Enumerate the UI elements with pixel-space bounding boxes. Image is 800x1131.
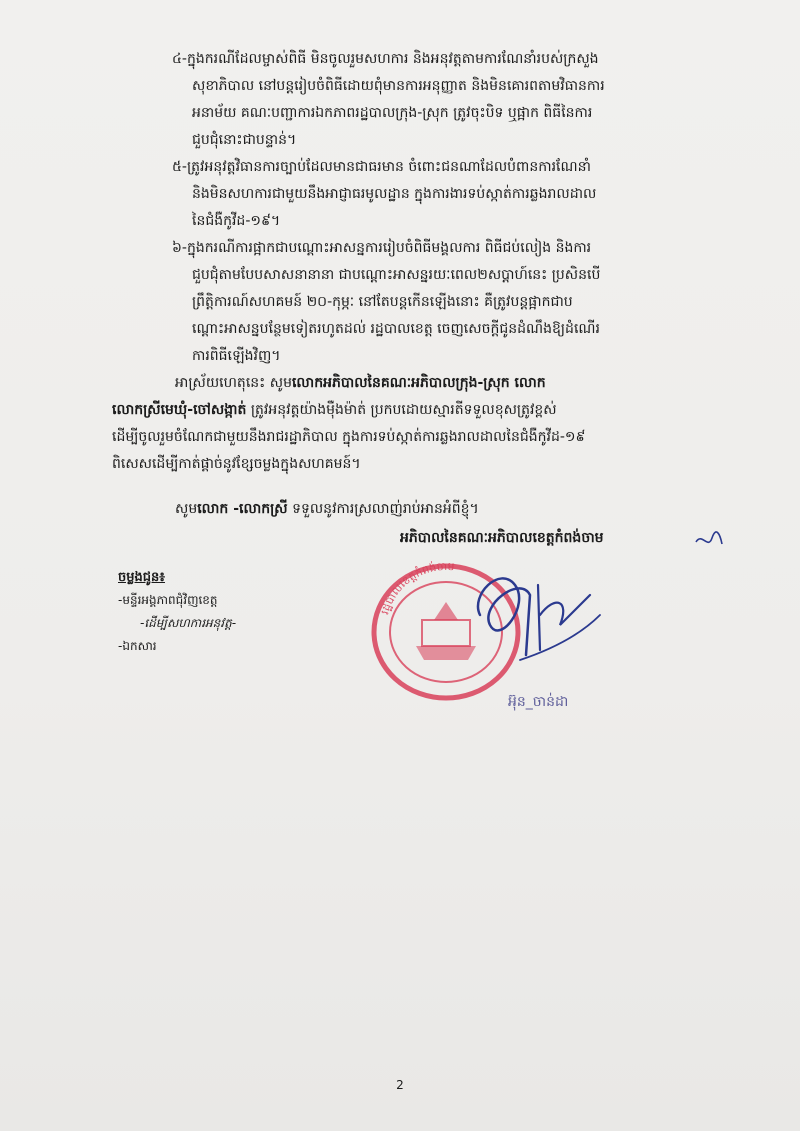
cc-block (118, 566, 236, 658)
item-5-line-2: និងមិនសហការជាមួយនឹងអាជ្ញាធរមូលដ្ឋាន ក្នុងការងារទប់ស្កាត់ការឆ្លងរាលដាល (192, 186, 597, 202)
signer-title: អភិបាលនៃគណៈអភិបាលខេត្តកំពង់ចាម (400, 530, 604, 546)
body-line-4: ពិសេសដើម្បីកាត់ផ្តាច់នូវខ្សែចម្លងក្នុងសហគមន៍។ (112, 456, 361, 472)
closing-bold: លោក -លោកស្រី (197, 501, 288, 517)
cc-item-1: -មន្ទីរអង្គភាពជុំវិញខេត្ត (118, 593, 218, 607)
item-6 (172, 235, 712, 370)
cc-heading: ចម្លងជូន៖ (118, 570, 165, 585)
item-6-line-2: ជួបជុំតាមបែបសាសនានានា ជាបណ្តោះអាសន្នរយៈពេល២សប្តាហ៍នេះ ប្រសិនបើ (192, 267, 601, 283)
body-line-2 (112, 397, 712, 424)
page-number: 2 (396, 1078, 404, 1092)
item-4-line-2: សុខាភិបាល នៅបន្តរៀបចំពិធីដោយពុំមានការអនុញ្ញាត និងមិនគោរពតាមវិធានការ (192, 78, 605, 94)
item-4 (172, 46, 712, 154)
body-line-1-start: អាស្រ័យហេតុនេះ សូម (175, 375, 292, 391)
item-4-line-3: អនាម័យ គណៈបញ្ជាការឯកភាពរដ្ឋបាលក្រុង-ស្រុក ត្រូវចុះបិទ ឬផ្អាក ពិធីនៃការ (192, 105, 593, 121)
item-4-line-1: ៤-ក្នុងករណីដែលម្ចាស់ពិធី មិនចូលរួមសហការ និងអនុវត្តតាមការណែនាំរបស់ក្រសួង (172, 51, 599, 67)
body-line-2-rest: ត្រូវអនុវត្តយ៉ាងម៉ឺងម៉ាត់ ប្រកបដោយស្មារតីទទួលខុសត្រូវខ្ពស់ (246, 402, 557, 418)
item-6-line-1: ៦-ក្នុងករណីការផ្អាកជាបណ្តោះអាសន្នការរៀបចំពិធីមង្គលការ ពិធីជប់លៀង និងការ (172, 240, 592, 256)
body-line-2-bold: លោកស្រីមេឃុំ-ចៅសង្កាត់ (112, 402, 247, 418)
item-5-line-1: ៥-ត្រូវអនុវត្តវិធានការច្បាប់ដែលមានជាធរមាន ចំពោះជនណាដែលបំពានការណែនាំ (172, 159, 591, 175)
item-6-line-5: ការពិធីឡើងវិញ។ (192, 348, 281, 364)
handwritten-signature (460, 555, 610, 675)
item-6-line-4: ណ្តោះអាសន្នបន្ថែមទៀតរហូតដល់ រដ្ឋបាលខេត្ត ចេញសេចក្តីជូនដំណឹងឱ្យដំណើរ (192, 321, 600, 337)
item-5-line-3: នៃជំងឺកូវីដ-១៩។ (192, 213, 281, 229)
closing-end: ទទួលនូវការស្រលាញ់រាប់អានអំពីខ្ញុំ។ (287, 501, 479, 517)
body-line-1 (112, 370, 712, 397)
item-4-line-4: ជួបជុំនោះជាបន្ទាន់។ (192, 132, 297, 148)
body-line-1-bold: លោកអភិបាលនៃគណៈអភិបាលក្រុង-ស្រុក លោក (291, 375, 546, 391)
closing-start: សូម (175, 501, 198, 517)
item-6-line-3: ព្រឹត្តិការណ៍សហគមន៍ ២០-កុម្ភៈ នៅតែបន្តកើនឡើងនោះ គឺត្រូវបន្តផ្អាកជាប (192, 294, 573, 310)
body-paragraph (112, 370, 712, 478)
item-5 (172, 154, 712, 235)
closing-line (175, 499, 479, 520)
stamp-text: រដ្ឋបាលខេត្តកំពង់ចាម (378, 559, 455, 616)
body-line-3: ដើម្បីចូលរួមចំណែកជាមួយនឹងរាជរដ្ឋាភិបាល ក្នុងការទប់ស្កាត់ការឆ្លងរាលដាលនៃជំងឺកូវីដ-១៩ (112, 429, 586, 445)
cc-item-2: -ដើម្បីសហការអនុវត្ត- (140, 616, 237, 630)
cc-item-3: -ឯកសារ (118, 639, 157, 653)
signer-name: អ៊ុន_ចាន់ដា (508, 694, 569, 710)
signature-flourish-icon (694, 528, 724, 552)
